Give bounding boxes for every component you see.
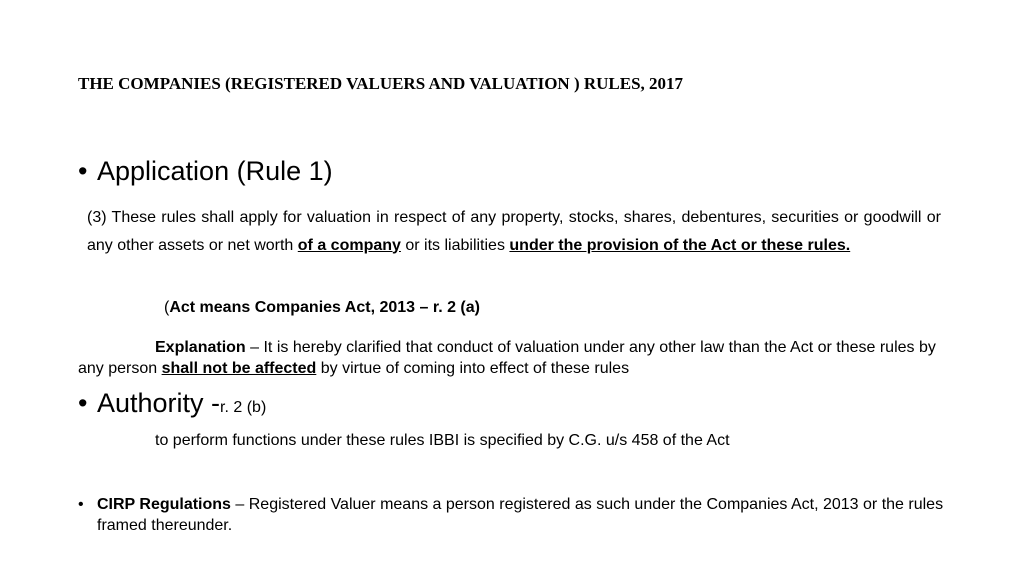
explanation	[78, 337, 958, 379]
cirp-label: CIRP Regulations	[97, 496, 231, 513]
bullet-application	[78, 156, 333, 187]
slide-title: THE COMPANIES (REGISTERED VALUERS AND VALUATION ) RULES, 2017	[78, 74, 684, 93]
para-start: (3) These rules shall apply for valuation in respect of any property, stocks, shares, debentures, securities or goodwill or any other assets or net worth	[87, 209, 941, 254]
act-definition	[164, 299, 480, 317]
para-underline-provision: under the provision of the Act or these rules.	[509, 236, 851, 254]
cirp-body	[97, 494, 948, 536]
explanation-text-2: by virtue of coming into effect of these rules	[316, 360, 630, 377]
bullet-glyph: •	[78, 156, 88, 186]
authority-text: to perform functions under these rules IBBI is specified by C.G. u/s 458 of the Act	[155, 432, 730, 449]
explanation-text-1: – It is hereby clarified that conduct of valuation under any other law than the Act or these rules by any person	[78, 339, 936, 377]
bullet-cirp	[78, 494, 948, 536]
bullet-glyph: •	[78, 388, 88, 418]
bullet-glyph: •	[78, 496, 84, 513]
para-underline-company: of a company	[297, 236, 401, 254]
application-paragraph	[87, 204, 941, 259]
act-open-paren: (	[164, 299, 170, 316]
cirp-text: – Registered Valuer means a person registered as such under the Companies Act, 2013 or the rules framed thereunder.	[97, 496, 944, 534]
bullet-authority	[78, 388, 266, 419]
application-heading: Application (Rule 1)	[97, 156, 333, 186]
act-text: Act means Companies Act, 2013 – r. 2 (a)	[169, 299, 480, 316]
authority-heading: Authority -	[97, 388, 221, 418]
para-mid: or its liabilities	[400, 236, 510, 254]
explanation-underline: shall not be affected	[161, 360, 317, 377]
authority-ref: r. 2 (b)	[220, 399, 267, 416]
explanation-label: Explanation	[155, 339, 246, 356]
